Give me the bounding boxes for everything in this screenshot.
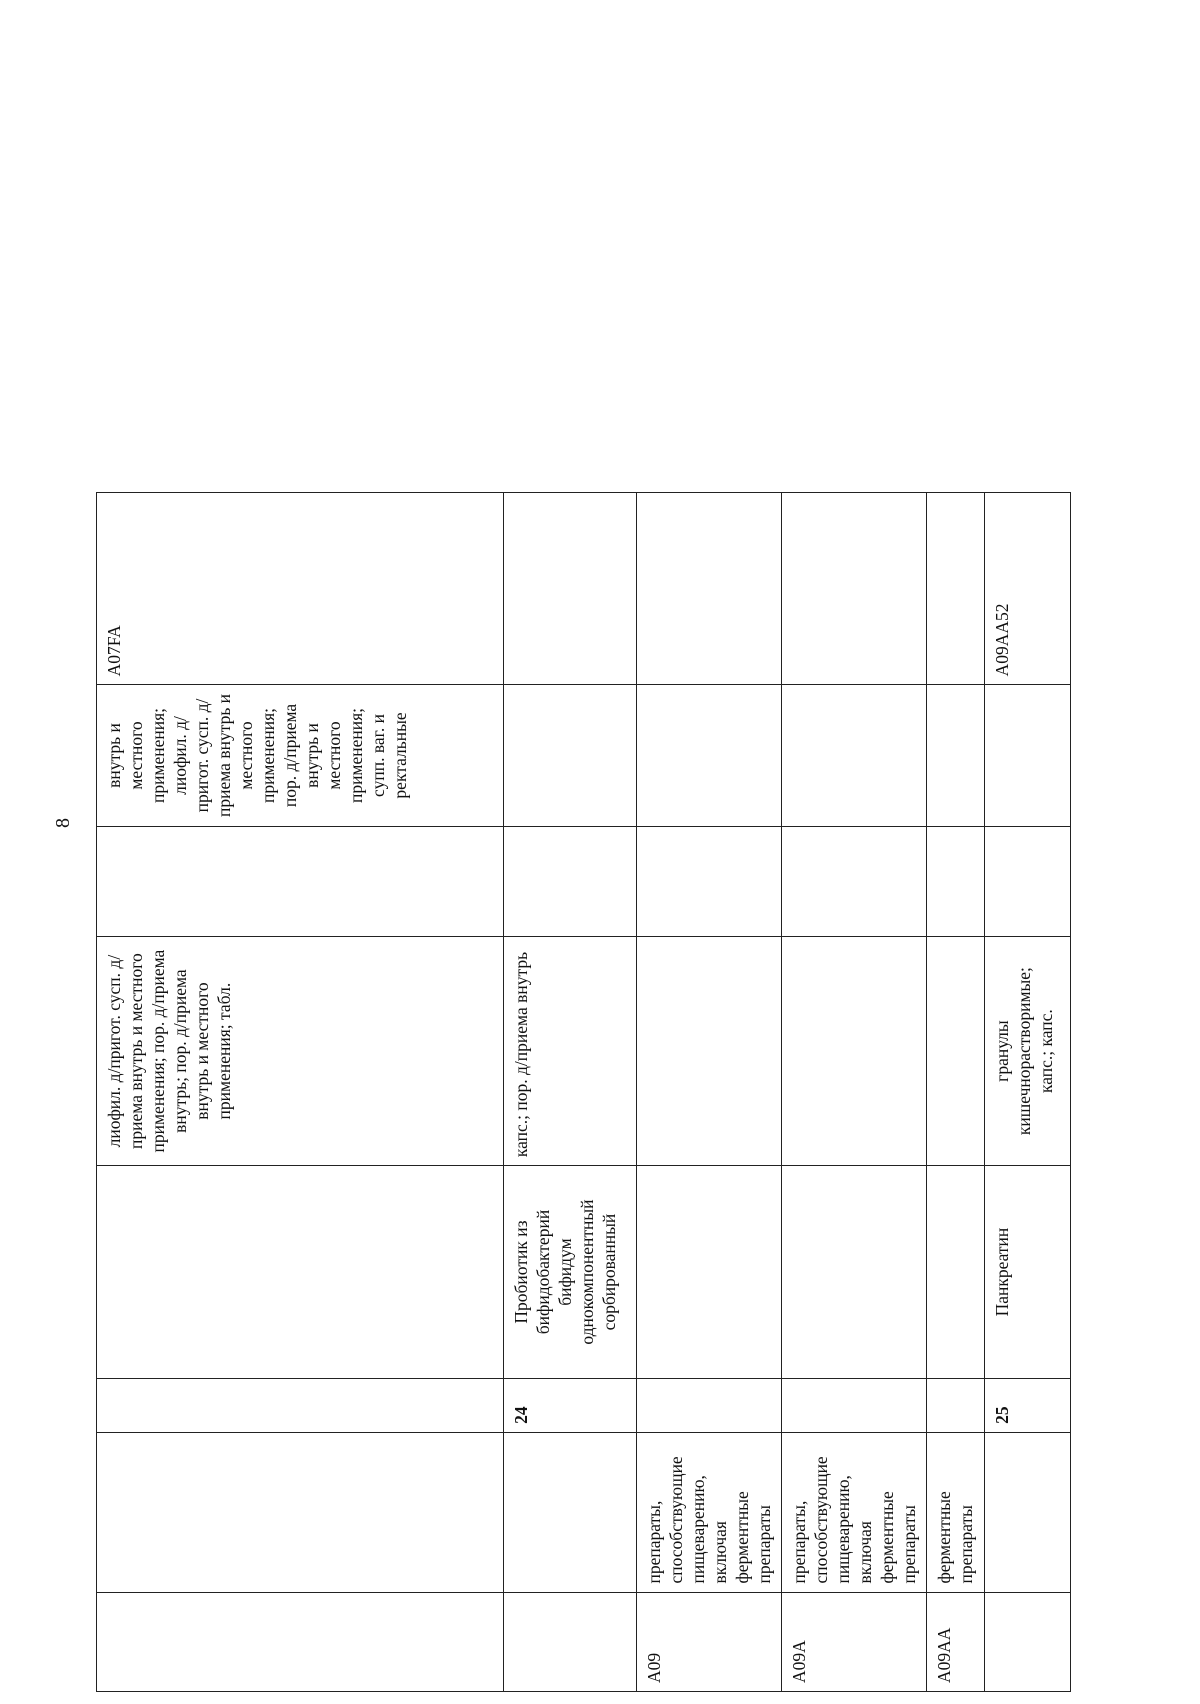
dosage-forms-cell [927,937,985,1166]
table-row [985,493,1071,1692]
dosage-forms-cell [637,937,782,1166]
atc-full-code-cell: A09AA52 [985,493,1071,685]
group-name-cell [97,1432,504,1592]
page-number: 8 [52,818,74,828]
alt-drug-cell [637,826,782,936]
atc-full-code-cell [782,493,927,685]
group-name-cell: препараты, способствующие пищеварению, включая ферментные препараты [637,1432,782,1592]
table-row [504,493,637,1692]
item-number-cell [97,1378,504,1432]
table-row [637,493,782,1692]
group-name-cell [504,1432,637,1592]
item-number-cell [927,1378,985,1432]
alt-drug-cell [927,826,985,936]
drug-name-cell: Пробиотик из бифидобактерий бифидум однокомпонентный сорбированный [504,1166,637,1379]
atc-code-cell: A09A [782,1592,927,1691]
drug-list-table [96,492,1071,1692]
group-name-cell: препараты, способствующие пищеварению, включая ферментные препараты [782,1432,927,1592]
atc-code-cell: A09 [637,1592,782,1691]
drug-name-cell [637,1166,782,1379]
drug-name-cell [97,1166,504,1379]
table-row [97,493,504,1692]
item-number-cell [637,1378,782,1432]
dosage-forms-cell [782,937,927,1166]
atc-code-cell [985,1592,1071,1691]
dosage-forms-cell: капс.; пор. д/приема внутрь [504,937,637,1166]
alt-drug-cell [504,826,637,936]
alt-drug-cell [985,826,1071,936]
alt-dosage-forms-cell [504,685,637,826]
atc-code-cell: A09AA [927,1592,985,1691]
drug-name-cell: Панкреатин [985,1166,1071,1379]
atc-code-cell [504,1592,637,1691]
drug-name-cell [927,1166,985,1379]
rotated-table-frame [96,492,1071,1692]
dosage-forms-cell: лиофил. д/пригот. сусп. д/приема внутрь и местного применения; пор. д/приема внутрь; пор. д/приема внутрь и местного применения; табл. [97,937,504,1166]
alt-drug-cell [782,826,927,936]
atc-code-cell [97,1592,504,1691]
item-number-cell [782,1378,927,1432]
alt-dosage-forms-cell [637,685,782,826]
atc-full-code-cell: A07FA [97,493,504,685]
item-number-cell: 25 [985,1378,1071,1432]
alt-dosage-forms-cell: внутрь и местного применения; лиофил. д/пригот. сусп. д/приема внутрь и местного применения; пор. д/приема внутрь и местного применения; супп. ваг. и ректальные [97,685,504,826]
dosage-forms-cell: гранулы кишечнорастворимые; капс.; капс. [985,937,1071,1166]
alt-dosage-forms-cell [985,685,1071,826]
alt-dosage-forms-cell [782,685,927,826]
atc-full-code-cell [637,493,782,685]
table-row [927,493,985,1692]
group-name-cell: ферментные препараты [927,1432,985,1592]
alt-dosage-forms-cell [927,685,985,826]
alt-drug-cell [97,826,504,936]
atc-full-code-cell [927,493,985,685]
group-name-cell [985,1432,1071,1592]
table-row [782,493,927,1692]
atc-full-code-cell [504,493,637,685]
item-number-cell: 24 [504,1378,637,1432]
drug-name-cell [782,1166,927,1379]
